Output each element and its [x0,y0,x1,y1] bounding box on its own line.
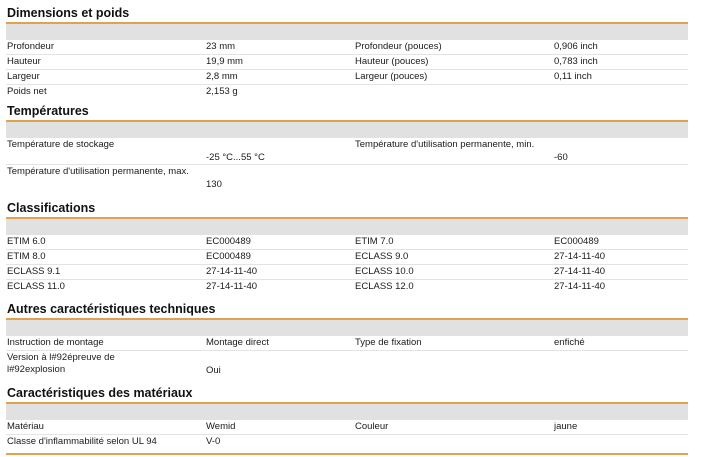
section-classifications [6,197,688,294]
property-value: 0,11 inch [554,71,592,82]
property-value: 27-14-11-40 [554,281,606,292]
property-value: Oui [206,364,221,376]
table-row [6,250,688,265]
property-label: Largeur (pouces) [355,71,428,82]
property-value: -60 [554,151,568,163]
property-label: Hauteur (pouces) [355,56,429,67]
property-value: 27-14-11-40 [206,266,258,277]
property-value: Wemid [206,421,236,432]
property-label: ECLASS 10.0 [355,266,414,277]
section-materials [6,382,688,449]
property-label: ETIM 6.0 [7,236,46,247]
section-title: Dimensions et poids [6,2,688,24]
property-label: Largeur [7,71,40,82]
property-label: ECLASS 9.0 [355,251,409,262]
property-value: 0,783 inch [554,56,598,67]
section-temperatures [6,100,688,191]
table-row [6,40,688,55]
property-label: Température d'utilisation permanente, min. [355,139,535,150]
section-title: Classifications [6,197,688,219]
property-value: jaune [554,421,578,432]
property-value: EC000489 [554,236,599,247]
property-label: Couleur [355,421,389,432]
property-label: Hauteur [7,56,41,67]
property-label: ETIM 8.0 [7,251,46,262]
section-band [6,404,688,420]
table-row [6,55,688,70]
property-label: Température de stockage [7,139,115,150]
property-value: EC000489 [206,251,251,262]
section-title: Caractéristiques des matériaux [6,382,688,404]
property-value: 0,906 inch [554,41,598,52]
section-dimensions [6,2,688,99]
table-row [6,138,688,165]
property-label: ECLASS 9.1 [7,266,61,277]
section-band [6,219,688,235]
table-row [6,85,688,99]
table-row [6,235,688,250]
section-title: Autres caractéristiques techniques [6,298,688,320]
property-value: 23 mm [206,41,236,52]
property-value: 2,8 mm [206,71,238,82]
property-label: Profondeur [7,41,55,52]
property-value: 19,9 mm [206,56,243,67]
table-row [6,420,688,435]
property-value: 27-14-11-40 [206,281,258,292]
property-label: Matériau [7,421,44,432]
table-row [6,265,688,280]
table-row [6,336,688,351]
property-value: Montage direct [206,337,269,348]
table-row [6,435,688,449]
property-label: Version à l#92épreuve de l#92explosion [7,352,115,375]
table-row [6,280,688,294]
property-value: 130 [206,178,222,190]
property-label: Profondeur (pouces) [355,41,442,52]
table-row [6,165,688,191]
property-label: ETIM 7.0 [355,236,394,247]
property-label: Poids net [7,86,47,97]
property-value: 27-14-11-40 [554,266,606,277]
property-value: EC000489 [206,236,251,247]
property-label: Classe d'inflammabilité selon UL 94 [7,436,157,447]
property-value: V-0 [206,436,221,447]
property-label: Instruction de montage [7,337,104,348]
table-row [6,70,688,85]
section-title: Températures [6,100,688,122]
property-label: Type de fixation [355,337,422,348]
section-band [6,320,688,336]
section-band [6,122,688,138]
property-value: 27-14-11-40 [554,251,606,262]
section-other-specs [6,298,688,377]
property-label: ECLASS 12.0 [355,281,414,292]
property-label: ECLASS 11.0 [7,281,65,292]
section-band [6,24,688,40]
table-row [6,351,688,377]
section-end-divider [6,453,688,455]
property-value: 2,153 g [206,86,238,97]
property-value: -25 °C...55 °C [206,151,265,163]
property-label: Température d'utilisation permanente, max. [7,166,189,177]
property-value: enfiché [554,337,585,348]
